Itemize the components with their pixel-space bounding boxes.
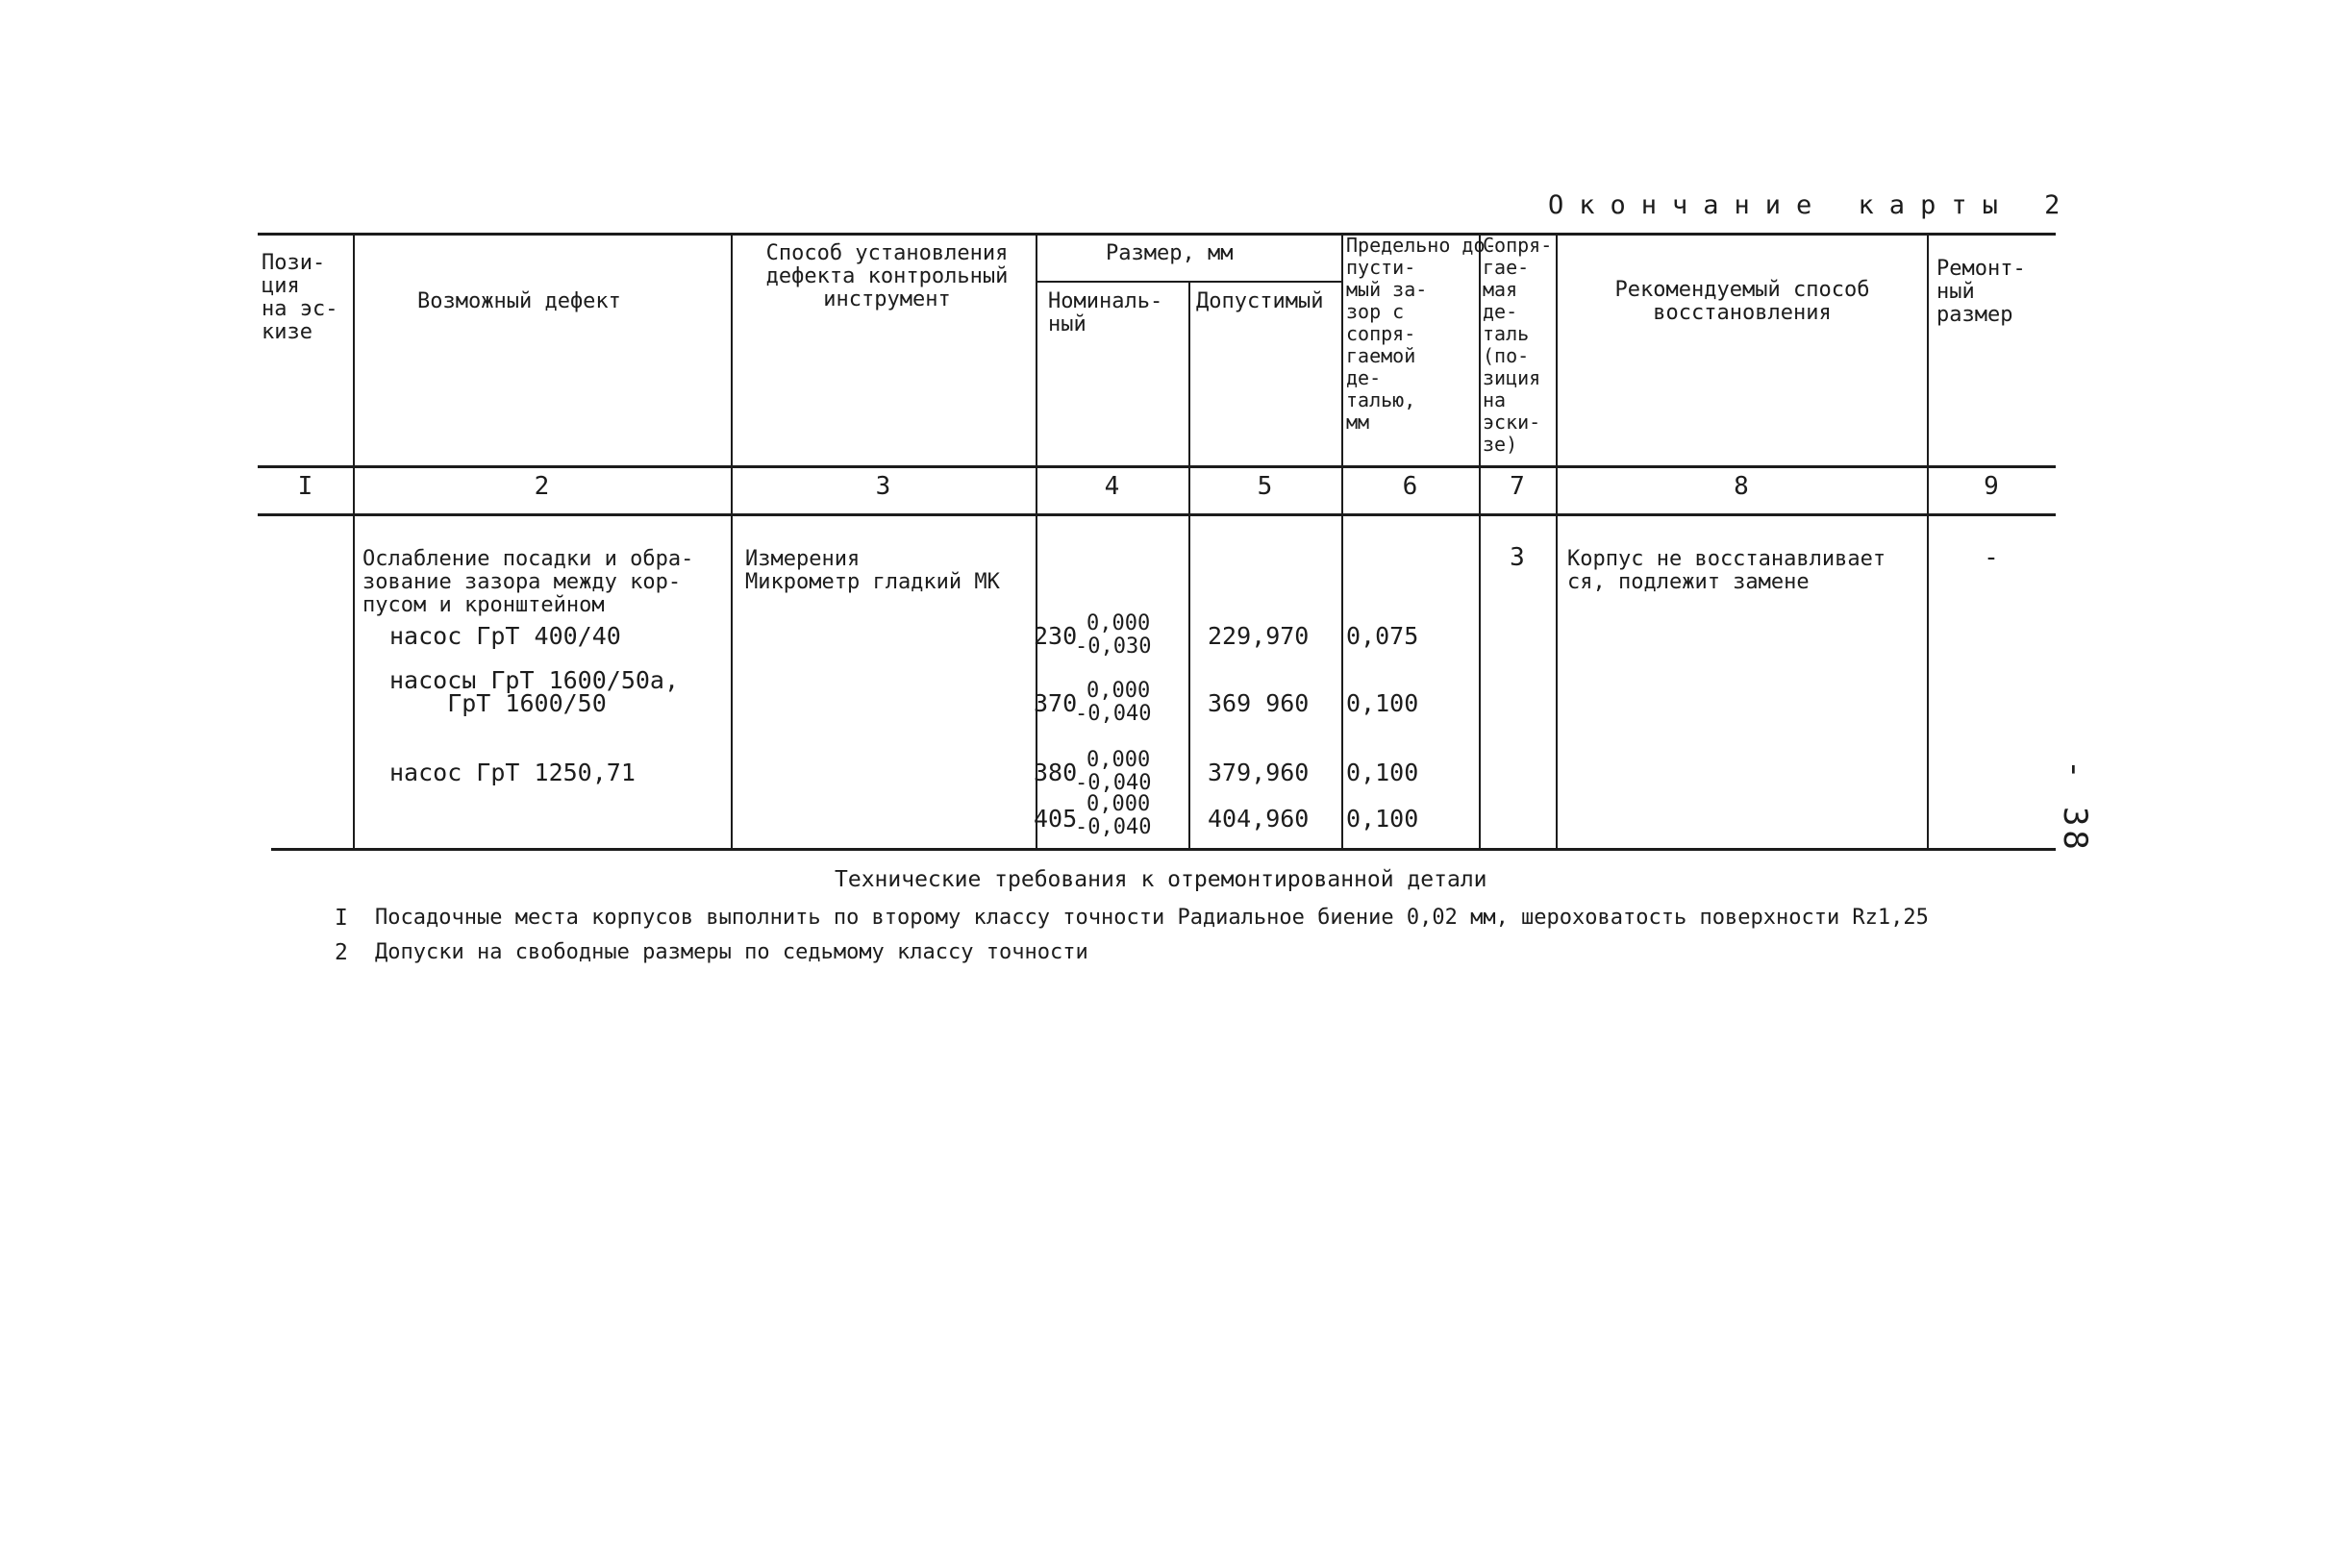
table-top-rule	[258, 233, 2056, 236]
nominal-size: 370	[1034, 689, 1078, 717]
index-col-8: 8	[1734, 472, 1749, 501]
defect-description: Ослабление посадки и обра- зование зазора между кор- пусом и кронштейном	[362, 547, 694, 617]
inspection-method: Измерения Микрометр гладкий МК	[745, 547, 1000, 594]
table-bottom-rule	[271, 848, 2056, 851]
header-size-group: Размер, мм	[1106, 241, 1234, 265]
col-divider-1	[353, 235, 355, 848]
tolerance-lower: -0,040	[1075, 702, 1152, 726]
requirement-text: Допуски на свободные размеры по седьмому классу точности	[375, 940, 1088, 964]
pump-name: насос ГрТ 1250,71	[389, 759, 636, 786]
header-method: Способ установления дефекта контрольный инструмент	[765, 241, 1009, 311]
col-divider-3	[1036, 235, 1037, 848]
header-recommended: Рекомендуемый способ восстановления	[1614, 278, 1870, 325]
requirement-number: I	[335, 906, 348, 931]
header-clearance: Предельно до- пусти- мый за- зор с сопря- гаемой де- талью, мм	[1346, 234, 1497, 434]
tolerance-upper: 0,000	[1087, 748, 1151, 772]
allowed-size: 379,960	[1208, 759, 1310, 786]
card-caption: Окончание карты 2	[1548, 190, 2076, 220]
allowed-size: 369 960	[1208, 689, 1310, 717]
header-defect: Возможный дефект	[417, 289, 621, 313]
nominal-size: 380	[1034, 759, 1078, 786]
clearance-limit: 0,075	[1346, 622, 1419, 650]
index-col-3: 3	[875, 472, 891, 501]
clearance-limit: 0,100	[1346, 689, 1419, 717]
header-allowed: Допустимый	[1196, 289, 1324, 313]
pump-name: насос ГрТ 400/40	[389, 622, 621, 650]
repair-size: -	[1984, 543, 1999, 572]
tolerance-lower: -0,040	[1075, 815, 1152, 839]
requirement-text: Посадочные места корпусов выполнить по второму классу точности Радиальное биение 0,02 мм, шероховатость поверхности Rz1,25	[375, 906, 1929, 930]
tolerance-upper: 0,000	[1087, 679, 1151, 703]
requirements-title: Технические требования к отремонтированной детали	[835, 867, 1487, 892]
index-col-7: 7	[1510, 472, 1525, 501]
tolerance-lower: -0,030	[1075, 635, 1152, 659]
col-divider-5	[1341, 235, 1343, 848]
header-nominal: Номиналь- ный	[1048, 289, 1163, 336]
col-divider-2	[731, 235, 733, 848]
nominal-size: 230	[1034, 622, 1078, 650]
index-col-5: 5	[1257, 472, 1273, 501]
allowed-size: 404,960	[1208, 805, 1310, 833]
tolerance-upper: 0,000	[1087, 792, 1151, 816]
index-col-4: 4	[1104, 472, 1120, 501]
pump-name: насосы ГрТ 1600/50а, ГрТ 1600/50	[389, 666, 680, 717]
nominal-size: 405	[1034, 805, 1078, 833]
col-divider-7	[1556, 235, 1558, 848]
col-divider-8	[1927, 235, 1929, 848]
index-col-6: 6	[1402, 472, 1418, 501]
mating-part-position: 3	[1510, 543, 1525, 572]
index-col-2: 2	[534, 472, 550, 501]
index-col-1: I	[297, 472, 313, 501]
header-repair-size: Ремонт- ный размер	[1936, 257, 2026, 327]
recommended-method: Корпус не восстанавливает ся, подлежит замене	[1567, 547, 1886, 594]
clearance-limit: 0,100	[1346, 805, 1419, 833]
tolerance-lower: -0,040	[1075, 771, 1152, 795]
requirement-number: 2	[335, 940, 348, 965]
index-row-rule	[258, 513, 2056, 516]
header-bottom-rule	[258, 465, 2056, 468]
clearance-limit: 0,100	[1346, 759, 1419, 786]
header-position: Пози- ция на эс- кизе	[262, 251, 338, 344]
index-col-9: 9	[1984, 472, 1999, 501]
page-number: - 38	[2056, 759, 2094, 854]
tolerance-upper: 0,000	[1087, 611, 1151, 635]
header-mating-part: Сопря- гае- мая де- таль (по- зиция на эски- зе)	[1483, 234, 1553, 456]
allowed-size: 229,970	[1208, 622, 1310, 650]
col-divider-4	[1188, 283, 1190, 848]
